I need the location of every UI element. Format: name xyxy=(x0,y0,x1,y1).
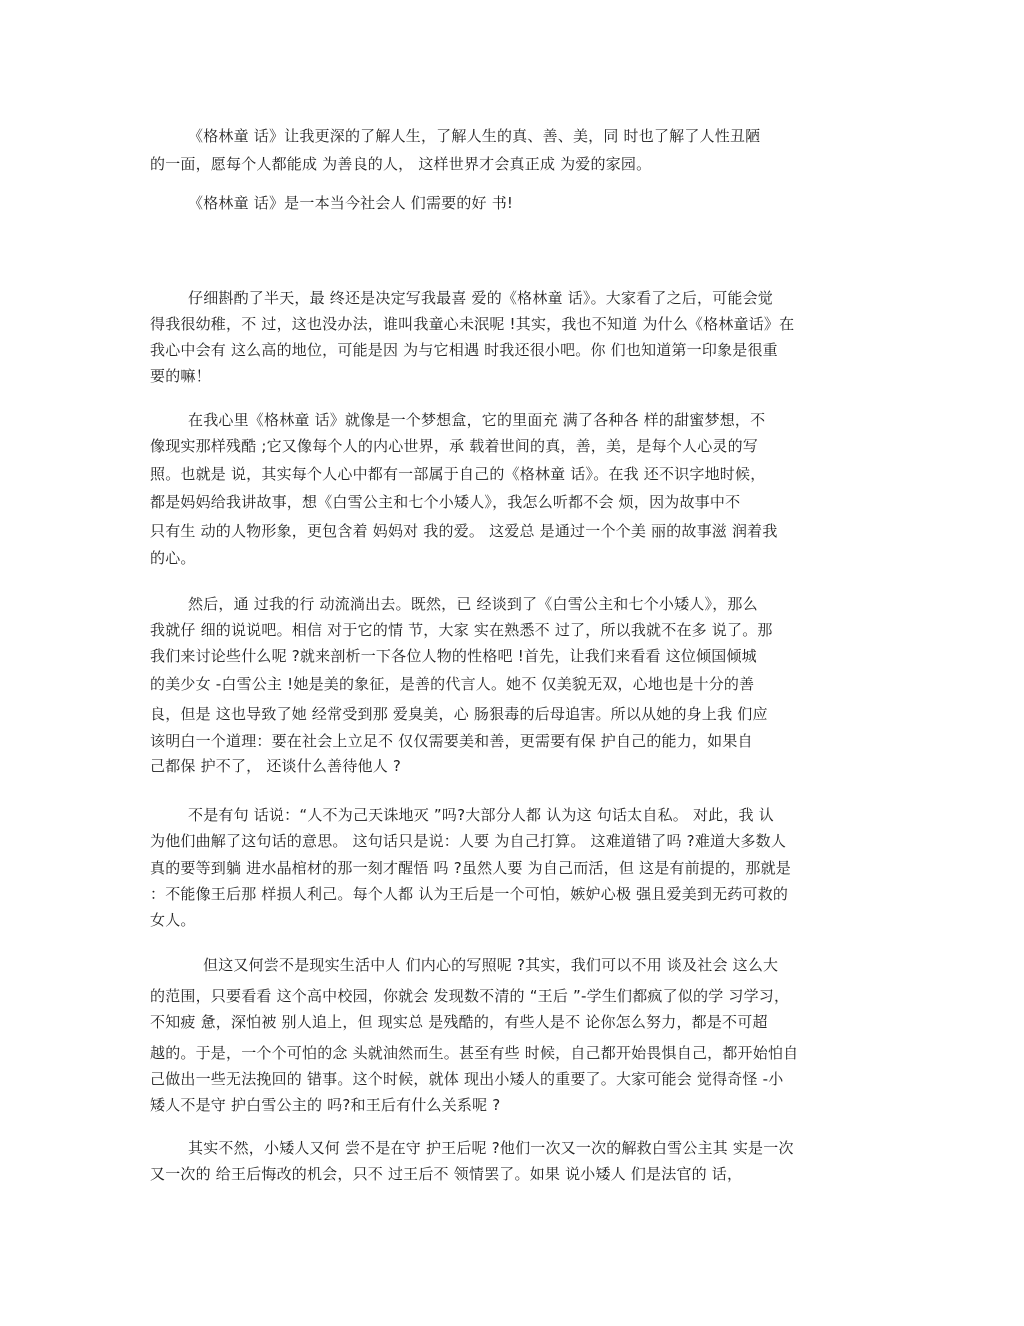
text-line: 不是有句 话说：“人不为己天诛地灭 ”吗?大部分人都 认为这 句话太自私。 对此，我 认 xyxy=(188,806,774,824)
text-line: 该明白一个道理：要在社会上立足不 仅仅需要美和善，更需要有保 护自己的能力，如果自 xyxy=(150,732,753,750)
text-line: 又一次的 给王后悔改的机会，只不 过王后不 领情罢了。如果 说小矮人 们是法官的 话， xyxy=(150,1165,743,1183)
text-line: 真的要等到躺 进水晶棺材的那一刻才醒悟 吗 ?虽然人要 为自己而活，但 这是有前提的，那就是 xyxy=(150,859,792,877)
text-line: 得我很幼稚，不 过，这也没办法，谁叫我童心未泯呢 !其实，我也不知道 为什么《格林童话》在 xyxy=(150,315,795,333)
text-line: 良，但是 这也导致了她 经常受到那 爱臭美，心 肠狠毒的后母追害。所以从她的身上我 们应 xyxy=(150,705,768,723)
text-line: 都是妈妈给我讲故事，想《白雪公主和七个小矮人》，我怎么听都不会 烦，因为故事中不 xyxy=(150,493,741,511)
text-line: 仔细斟酌了半天，最 终还是决定写我最喜 爱的《格林童 话》。大家看了之后，可能会觉 xyxy=(188,289,774,307)
text-line: 越的。于是，一个个可怕的念 头就油然而生。甚至有些 时候，自己都开始畏惧自己，都开始怕自 xyxy=(150,1044,799,1062)
text-line: 不知疲 惫，深怕被 别人追上，但 现实总 是残酷的，有些人是不 论你怎么努力，都是不可超 xyxy=(150,1013,768,1031)
text-line: 己做出一些无法挽回的 错事。这个时候，就体 现出小矮人的重要了。大家可能会 觉得奇怪 -小 xyxy=(150,1070,784,1088)
text-line: 己都保 护不了， 还谈什么善待他人 ? xyxy=(150,757,402,775)
text-line: 《格林童 话》让我更深的了解人生，了解人生的真、善、美，同 时也了解了人性丑陋 xyxy=(188,127,761,145)
text-line: 在我心里《格林童 话》就像是一个梦想盒，它的里面充 满了各种各 样的甜蜜梦想，不 xyxy=(188,411,766,429)
text-line: 像现实那样残酷 ;它又像每个人的内心世界，承 载着世间的真，善，美，是每个人心灵的写 xyxy=(150,437,758,455)
text-line: 其实不然，小矮人又何 尝不是在守 护王后呢 ?他们一次又一次的解救白雪公主其 实是一次 xyxy=(188,1139,794,1157)
text-line: 要的嘛！ xyxy=(150,367,211,385)
text-line: 照。也就是 说，其实每个人心中都有一部属于自己的《格林童 话》。在我 还不识字地时候， xyxy=(150,465,766,483)
text-line: 只有生 动的人物形象，更包含着 妈妈对 我的爱。 这爱总 是通过一个个美 丽的故事滋 润着我 xyxy=(150,522,778,540)
text-line: 的范围，只要看看 这个高中校园，你就会 发现数不清的 “王后 ”-学生们都疯了似的学 习学习， xyxy=(150,987,790,1005)
text-line: ：不能像王后那 样损人利己。每个人都 认为王后是一个可怕，嫉妒心极 强且爱美到无药可救的 xyxy=(150,885,789,903)
text-line: 但这又何尝不是现实生活中人 们内心的写照呢 ?其实，我们可以不用 谈及社会 这么大 xyxy=(203,956,779,974)
text-line: 的心。 xyxy=(150,549,196,567)
text-line: 的一面，愿每个人都能成 为善良的人， 这样世界才会真正成 为爱的家园。 xyxy=(150,155,652,173)
text-line: 的美少女 -白雪公主 !她是美的象征，是善的代言人。她不 仅美貌无双，心地也是十分的善 xyxy=(150,675,755,693)
text-line: 《格林童 话》是一本当今社会人 们需要的好 书! xyxy=(188,194,514,212)
text-line: 我们来讨论些什么呢 ?就来剖析一下各位人物的性格吧 !首先，让我们来看看 这位倾国倾城 xyxy=(150,647,757,665)
text-line: 我心中会有 这么高的地位，可能是因 为与它相遇 时我还很小吧。你 们也知道第一印象是很重 xyxy=(150,341,778,359)
text-line: 为他们曲解了这句话的意思。 这句话只是说：人要 为自己打算。 这难道错了吗 ?难道大多数人 xyxy=(150,832,787,850)
text-line: 然后，通 过我的行 动流淌出去。既然，已 经谈到了《白雪公主和七个小矮人》，那么 xyxy=(188,595,758,613)
text-line: 矮人不是守 护白雪公主的 吗?和王后有什么关系呢 ? xyxy=(150,1096,501,1114)
text-line: 女人。 xyxy=(150,911,196,929)
text-line: 我就仔 细的说说吧。相信 对于它的情 节，大家 实在熟悉不 过了，所以我就不在多 说了。那 xyxy=(150,621,773,639)
